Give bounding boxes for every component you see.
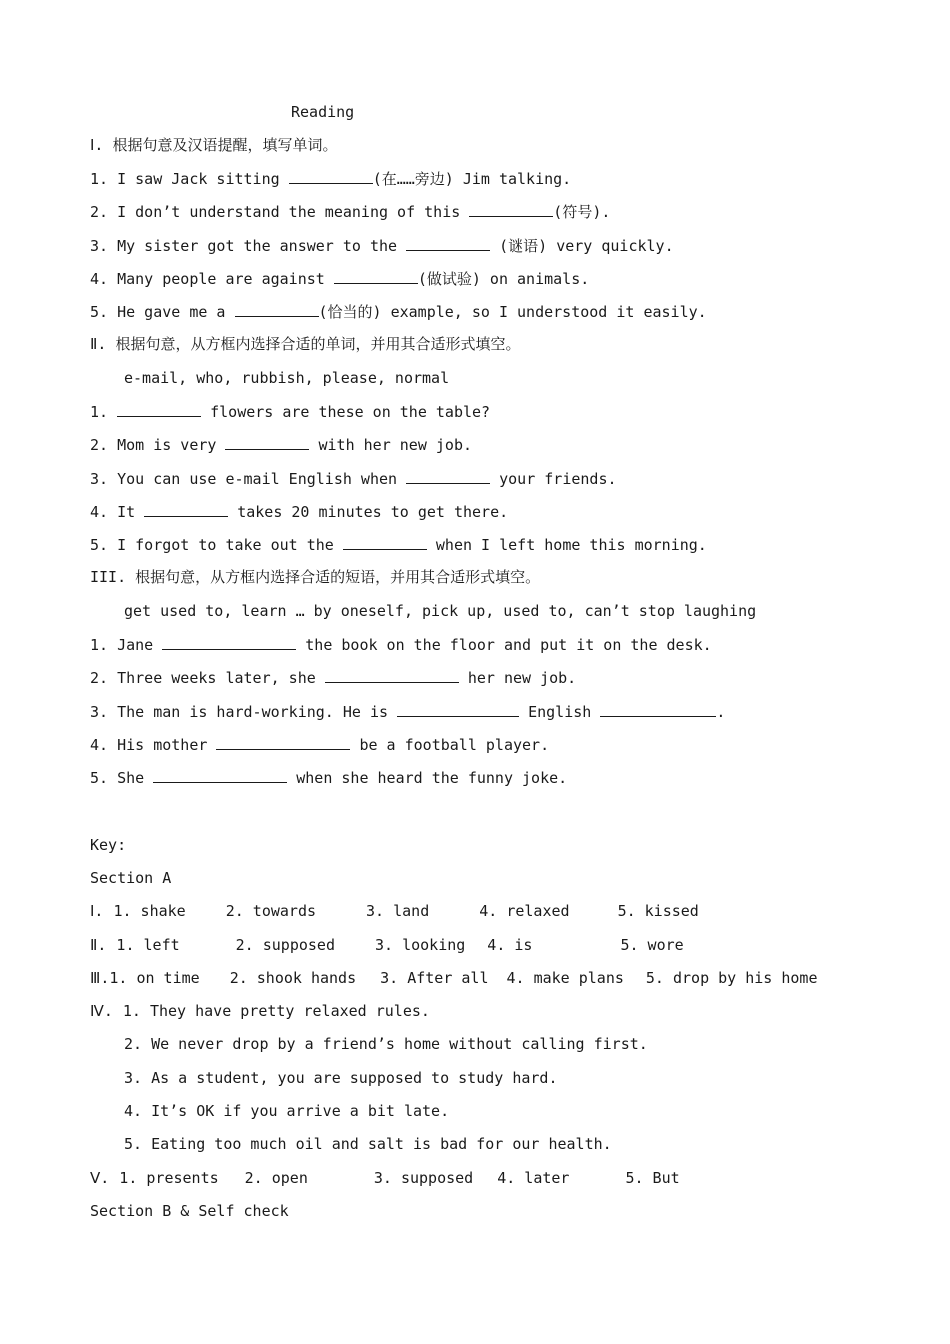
s1-item-1	[90, 168, 571, 188]
item-number: 3.	[90, 237, 109, 255]
answer-item: 4. relaxed	[479, 902, 570, 920]
item-text-after: flowers are these on the table?	[210, 403, 491, 421]
item-text-before: Three weeks later, she	[117, 669, 316, 687]
answer-item: 4. is	[487, 936, 533, 954]
roman-numeral: Ⅳ.	[90, 1002, 113, 1020]
item-text-before: You can use e-mail English when	[117, 470, 398, 488]
item-number: 1.	[90, 636, 109, 654]
s1-item-4	[90, 268, 589, 288]
answer-blank[interactable]	[469, 201, 553, 217]
answer-item: 2. shook hands	[229, 969, 357, 987]
item-text-before: My sister got the answer to the	[117, 237, 398, 255]
s2-item-1	[90, 401, 490, 421]
phrase-box: get used to, learn … by oneself, pick up, used to, can’t stop laughing	[124, 602, 757, 620]
item-number: 3.	[90, 703, 109, 721]
item-text-before: I forgot to take out the	[117, 536, 334, 554]
answer-item: 5. kissed	[617, 902, 699, 920]
answer-item: 1. shake	[113, 902, 186, 920]
roman-numeral: Ⅴ.	[90, 1169, 110, 1187]
section-1-heading: Ⅰ. 根据句意及汉语提醒，填写单词。	[90, 136, 338, 154]
answer-blank[interactable]	[406, 468, 490, 484]
answer-blank[interactable]	[600, 701, 716, 717]
answer-item: 5. wore	[620, 936, 684, 954]
s2-item-2	[90, 434, 472, 454]
item-text-before: Mom is very	[117, 436, 217, 454]
answer-item: 1. presents	[119, 1169, 219, 1187]
answer-item: 2. open	[244, 1169, 308, 1187]
key-row-5	[90, 1168, 680, 1188]
answer-blank[interactable]	[216, 734, 350, 750]
answer-item: 4. later	[497, 1169, 570, 1187]
item-text-before: Jane	[117, 636, 154, 654]
item-number: 4.	[90, 270, 109, 288]
s3-item-5	[90, 767, 567, 787]
s3-item-4	[90, 734, 549, 754]
key-section-a: Section A	[90, 869, 172, 887]
answer-item: 2. supposed	[235, 936, 335, 954]
word-box: e-mail, who, rubbish, please, normal	[124, 369, 450, 387]
answer-blank[interactable]	[406, 235, 490, 251]
answer-blank[interactable]	[117, 401, 201, 417]
item-text-before: I don’t understand the meaning of this	[117, 203, 461, 221]
s3-item-3	[90, 701, 725, 721]
key-section-b: Section B & Self check	[90, 1202, 289, 1220]
answer-blank[interactable]	[334, 268, 418, 284]
answer-item: 3. supposed	[373, 1169, 474, 1187]
key-row-4-line-5: 5. Eating too much oil and salt is bad for our health.	[124, 1135, 612, 1153]
answer-item: 4. make plans	[506, 969, 624, 987]
item-text-before: He gave me a	[117, 303, 226, 321]
s2-item-4	[90, 501, 508, 521]
item-number: 2.	[90, 436, 109, 454]
item-text-after: the book on the floor and put it on the desk.	[305, 636, 712, 654]
item-text-after: takes 20 minutes to get there.	[237, 503, 509, 521]
answer-item: 3. looking	[374, 936, 466, 954]
answer-item: 5. But	[625, 1169, 680, 1187]
item-text-after: (谜语) very quickly.	[499, 237, 674, 255]
item-number: 4.	[90, 503, 109, 521]
answer-item: 3. After all	[380, 969, 489, 987]
item-text-after: her new job.	[467, 669, 577, 687]
s2-item-3	[90, 468, 617, 488]
answer-item: 1. left	[116, 936, 180, 954]
item-number: 2.	[90, 203, 109, 221]
item-text-after: (恰当的) example, so I understood it easily.	[318, 303, 707, 321]
answer-blank[interactable]	[235, 301, 319, 317]
item-text-after: (符号).	[553, 203, 611, 221]
item-text-after: with her new job.	[318, 436, 473, 454]
item-number: 3.	[90, 470, 109, 488]
item-text-before: It	[117, 503, 136, 521]
key-row-4-line-2: 2. We never drop by a friend’s home without calling first.	[124, 1035, 648, 1053]
answer-item: 2. towards	[225, 902, 317, 920]
item-number: 5.	[90, 303, 109, 321]
item-number: 5.	[90, 769, 109, 787]
section-2-heading: Ⅱ. 根据句意，从方框内选择合适的单词，并用其合适形式填空。	[90, 335, 521, 353]
item-text-after: .	[716, 703, 726, 721]
section-3-heading: III. 根据句意，从方框内选择合适的短语，并用其合适形式填空。	[90, 568, 541, 586]
answer-item: 5. drop by his home	[645, 969, 818, 987]
key-row-4-line-3: 3. As a student, you are supposed to study hard.	[124, 1069, 558, 1087]
answer-blank[interactable]	[397, 701, 519, 717]
page-title: Reading	[291, 103, 355, 121]
item-text-before: Many people are against	[117, 270, 325, 288]
item-number: 1.	[90, 170, 109, 188]
answer-item: 1. on time	[109, 969, 200, 987]
s2-item-5	[90, 534, 707, 554]
s1-item-3	[90, 235, 674, 255]
item-number: 5.	[90, 536, 109, 554]
roman-numeral: Ⅱ.	[90, 936, 107, 954]
s3-item-1	[90, 634, 712, 654]
item-text-after: be a football player.	[359, 736, 550, 754]
key-row-4-line-4: 4. It’s OK if you arrive a bit late.	[124, 1102, 450, 1120]
answer-blank[interactable]	[153, 767, 287, 783]
roman-numeral: Ⅰ.	[90, 902, 104, 920]
item-text-after: (在……旁边) Jim talking.	[372, 170, 572, 188]
key-row-2	[90, 935, 684, 955]
s1-item-5	[90, 301, 707, 321]
answer-sentence: 1. They have pretty relaxed rules.	[122, 1002, 430, 1020]
answer-item: 3. land	[366, 902, 430, 920]
answer-blank[interactable]	[289, 168, 373, 184]
item-number: 1.	[90, 403, 109, 421]
item-text-middle: English	[528, 703, 592, 721]
roman-numeral: Ⅲ.	[90, 969, 110, 987]
item-text-after: when she heard the funny joke.	[296, 769, 568, 787]
answer-blank[interactable]	[162, 634, 296, 650]
s1-item-2	[90, 201, 610, 221]
s3-item-2	[90, 667, 576, 687]
item-number: 4.	[90, 736, 109, 754]
item-text-after: your friends.	[499, 470, 617, 488]
item-text-before: I saw Jack sitting	[117, 170, 280, 188]
key-label: Key:	[90, 836, 127, 854]
item-text-after: (做试验) on animals.	[417, 270, 590, 288]
answer-blank[interactable]	[144, 501, 228, 517]
item-text-before: His mother	[117, 736, 208, 754]
key-row-1	[90, 901, 699, 921]
answer-blank[interactable]	[343, 534, 427, 550]
key-row-4-line-1	[90, 1001, 430, 1021]
item-number: 2.	[90, 669, 109, 687]
answer-blank[interactable]	[325, 667, 459, 683]
item-text-before: The man is hard-working. He is	[117, 703, 389, 721]
item-text-before: She	[117, 769, 145, 787]
answer-blank[interactable]	[225, 434, 309, 450]
key-row-3	[90, 968, 818, 988]
item-text-after: when I left home this morning.	[435, 536, 707, 554]
